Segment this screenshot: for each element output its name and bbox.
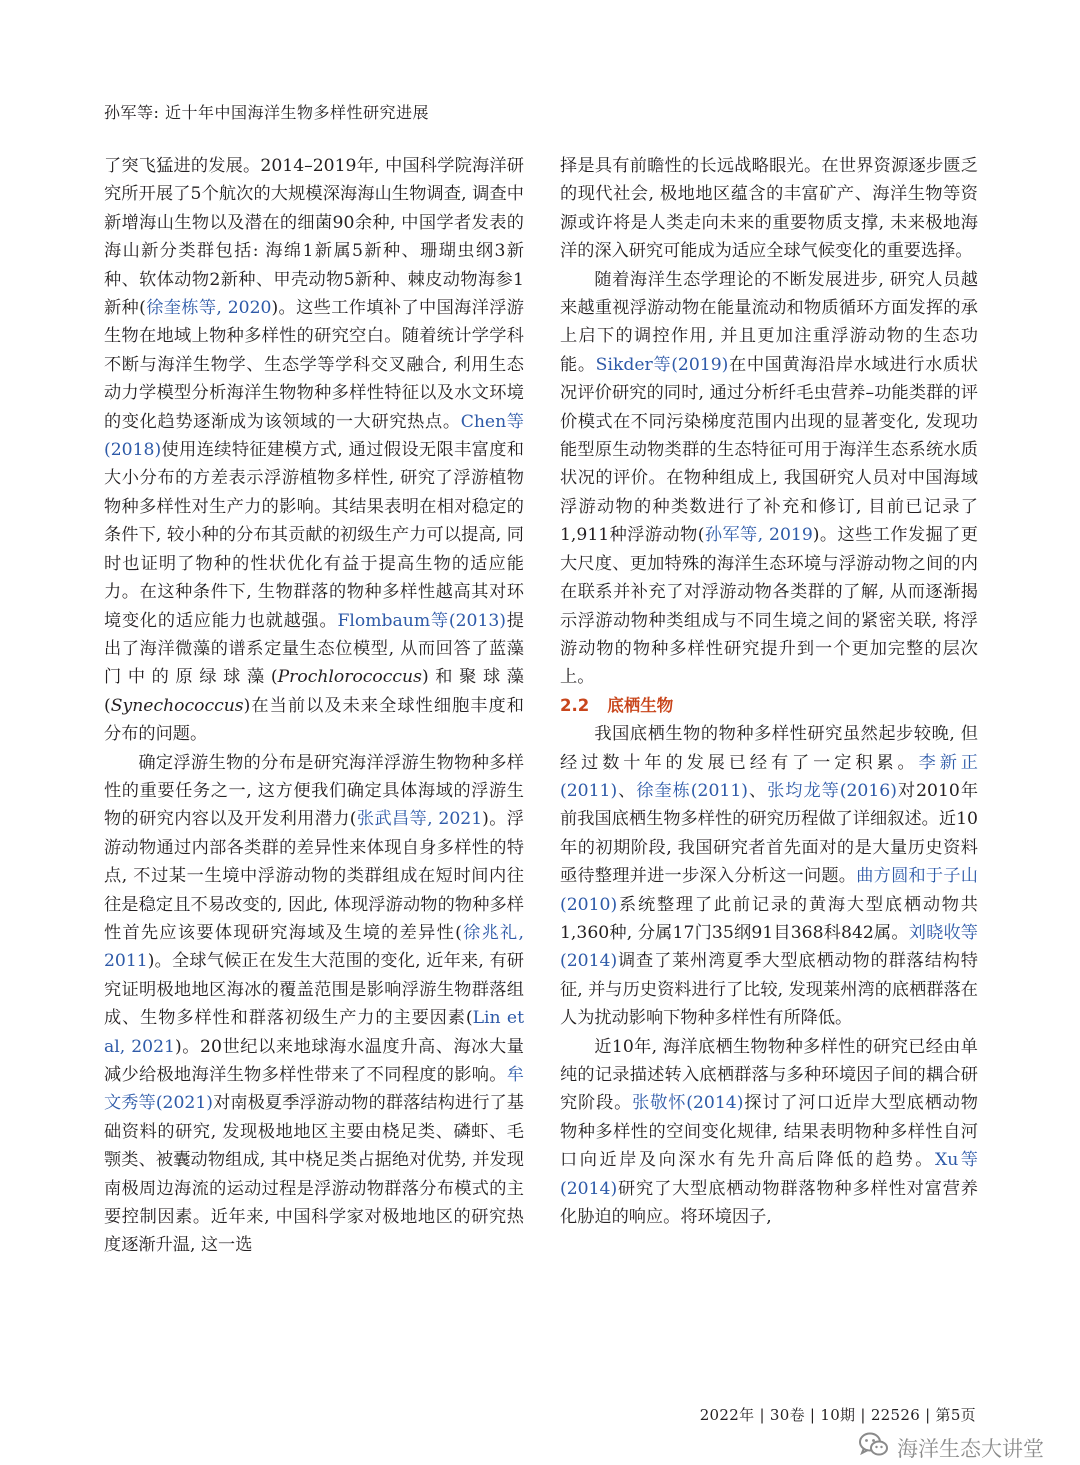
footer-issue-info: 2022年 | 30卷 | 10期 | 22526 | 第5页 xyxy=(699,1406,976,1424)
citation-link[interactable]: Lin et al, 2021 xyxy=(104,1008,524,1057)
citation-link[interactable]: Sikder等(2019) xyxy=(595,354,729,375)
paragraph: 近10年, 海洋底栖生物物种多样性的研究已经由单纯的记录描述转入底栖群落与多种环境因子间的耦合研究阶段。张敬怀(2014)探讨了河口近岸大型底栖动物物种多样性的空间变化规律, 结果表明物种多样性自河口向近岸及向深水有先升高后降低的趋势。Xu等(2014)研究了大型底栖动物群落物种多样性对富营养化胁迫的响应。将环境因子, xyxy=(560,1036,978,1228)
left-column xyxy=(104,152,524,1260)
section-heading xyxy=(560,692,978,720)
citation-link[interactable]: Xu等(2014) xyxy=(560,1150,978,1199)
citation-link[interactable]: 刘晓收等(2014) xyxy=(560,922,978,972)
paragraph: 我国底栖生物的物种多样性研究虽然起步较晚, 但经过数十年的发展已经有了一定积累。李新正(2011)、徐奎栋(2011)、张均龙等(2016)对2010年前我国底栖生物多样性的研究历程做了详细叙述。近10年的初期阶段, 我国研究者首先面对的是大量历史资料亟待整理并进一步深入分析这一问题。曲方圆和于子山(2010)系统整理了此前记录的黄海大型底栖动物共1,360种, 分属17门35纲91目368科842属。刘晓收等(2014)调查了莱州湾夏季大型底栖动物的群落结构特征, 并与历史资料进行了比较, 发现莱州湾的底栖群落在人为扰动影响下物种多样性有所降低。 xyxy=(560,724,979,1029)
watermark xyxy=(859,1432,1044,1463)
paragraph: 随着海洋生态学理论的不断发展进步, 研究人员越来越重视浮游动物在能量流动和物质循环方面发挥的承上启下的调控作用, 并且更加注重浮游动物的生态功能。Sikder等(2019)在中国黄海沿岸水域进行水质状况评价研究的同时, 通过分析纤毛虫营养–功能类群的评价模式在不同污染梯度范围内出现的显著变化, 发现功能型原生动物类群的生态特征可用于海洋生态系统水质状况的评价。在物种组成上, 我国研究人员对中国海域浮游动物的种类数进行了补充和修订, 目前已记录了1,911种浮游动物(孙军等, 2019)。这些工作发掘了更大尺度、更加特殊的海洋生态环境与浮游动物之间的内在联系并补充了对浮游动物各类群的了解, 从而逐渐揭示浮游动物种类组成与不同生境之间的紧密关联, 将浮游动物的物种多样性研究提升到一个更加完整的层次上。 xyxy=(560,269,978,688)
wechat-icon xyxy=(859,1432,889,1463)
citation-link[interactable]: 牟文秀等(2021) xyxy=(104,1065,524,1114)
section-title: 底栖生物 xyxy=(607,695,674,715)
species-name: Prochlorococcus xyxy=(277,667,422,688)
paragraph: 确定浮游生物的分布是研究海洋浮游生物物种多样性的重要任务之一, 这方便我们确定具体海域的浮游生物的研究内容以及开发利用潜力(张武昌等, 2021)。浮游动物通过内部各类群的差异性来体现自身多样性的特点, 不过某一生境中浮游动物的类群组成在短时间内往往是稳定且不易改变的, 因此, 体现浮游动物的物种多样性首先应该要体现研究海域及生境的差异性(徐兆礼, 2011)。全球气候正在发生大范围的变化, 近年来, 有研究证明极地地区海冰的覆盖范围是影响浮游生物群落组成、生物多样性和群落初级生产力的主要因素(Lin et al, 2021)。20世纪以来地球海水温度升高、海冰大量减少给极地海洋生物多样性带来了不同程度的影响。牟文秀等(2021)对南极夏季浮游动物的群落结构进行了基础资料的研究, 发现极地地区主要由桡足类、磷虾、毛颚类、被囊动物组成, 其中桡足类占据绝对优势, 并发现南极周边海流的运动过程是浮游动物群落分布模式的主要控制因素。近年来, 中国科学家对极地地区的研究热度逐渐升温, 这一选 xyxy=(104,752,524,1256)
citation-link[interactable]: 徐奎栋(2011) xyxy=(636,780,748,801)
citation-link[interactable]: 曲方圆和于子山(2010) xyxy=(560,866,978,915)
citation-link[interactable]: Chen等(2018) xyxy=(104,411,524,461)
citation-link[interactable]: 李新正(2011) xyxy=(560,752,978,801)
citation-link[interactable]: Flombaum等(2013) xyxy=(337,610,507,631)
right-column xyxy=(560,152,978,1231)
paragraph: 了突飞猛进的发展。2014–2019年, 中国科学院海洋研究所开展了5个航次的大规模深海海山生物调查, 调查中新增海山生物以及潜在的细菌90余种, 中国学者发表的海山新分类群包括: 海绵1新属5新种、珊瑚虫纲3新种、软体动物2新种、甲壳动物5新种、棘皮动物海参1新种(徐奎栋等, 2020)。这些工作填补了中国海洋浮游生物在地域上物种多样性的研究空白。随着统计学学科不断与海洋生物学、生态学等学科交叉融合, 利用生态动力学模型分析海洋生物物种多样性特征以及水文环境的变化趋势逐渐成为该领域的一大研究热点。Chen等(2018)使用连续特征建模方式, 通过假设无限丰富度和大小分布的方差表示浮游植物多样性, 研究了浮游植物物种多样性对生产力的影响。其结果表明在相对稳定的条件下, 较小种的分布其贡献的初级生产力可以提高, 同时也证明了物种的性状优化有益于提高生物的适应能力。在这种条件下, 生物群落的物种多样性越高其对环境变化的适应能力也就越强。Flombaum等(2013)提出了海洋微藻的谱系定量生态位模型, 从而回答了蓝藻门中的原绿球藻(Prochlorococcus)和聚球藻(Synechococcus)在当前以及未来全球性细胞丰度和分布的问题。 xyxy=(104,156,524,745)
citation-link[interactable]: 张武昌等, 2021 xyxy=(356,809,483,830)
citation-link[interactable]: 孙军等, 2019 xyxy=(704,525,813,546)
citation-link[interactable]: 徐奎栋等, 2020 xyxy=(145,298,272,319)
citation-link[interactable]: 徐兆礼, 2011 xyxy=(104,922,524,972)
section-number: 2.2 xyxy=(560,695,590,715)
paragraph: 择是具有前瞻性的长远战略眼光。在世界资源逐步匮乏的现代社会, 极地地区蕴含的丰富矿产、海洋生物等资源或许将是人类走向未来的重要物质支撑, 未来极地海洋的深入研究可能成为适应全球气候变化的重要选择。 xyxy=(560,156,978,262)
running-header: 孙军等: 近十年中国海洋生物多样性研究进展 xyxy=(104,103,429,122)
species-name: Synechococcus xyxy=(110,695,244,716)
citation-link[interactable]: 张均龙等(2016) xyxy=(767,780,897,801)
watermark-text: 海洋生态大讲堂 xyxy=(897,1436,1044,1461)
citation-link[interactable]: 张敬怀(2014) xyxy=(632,1093,744,1114)
